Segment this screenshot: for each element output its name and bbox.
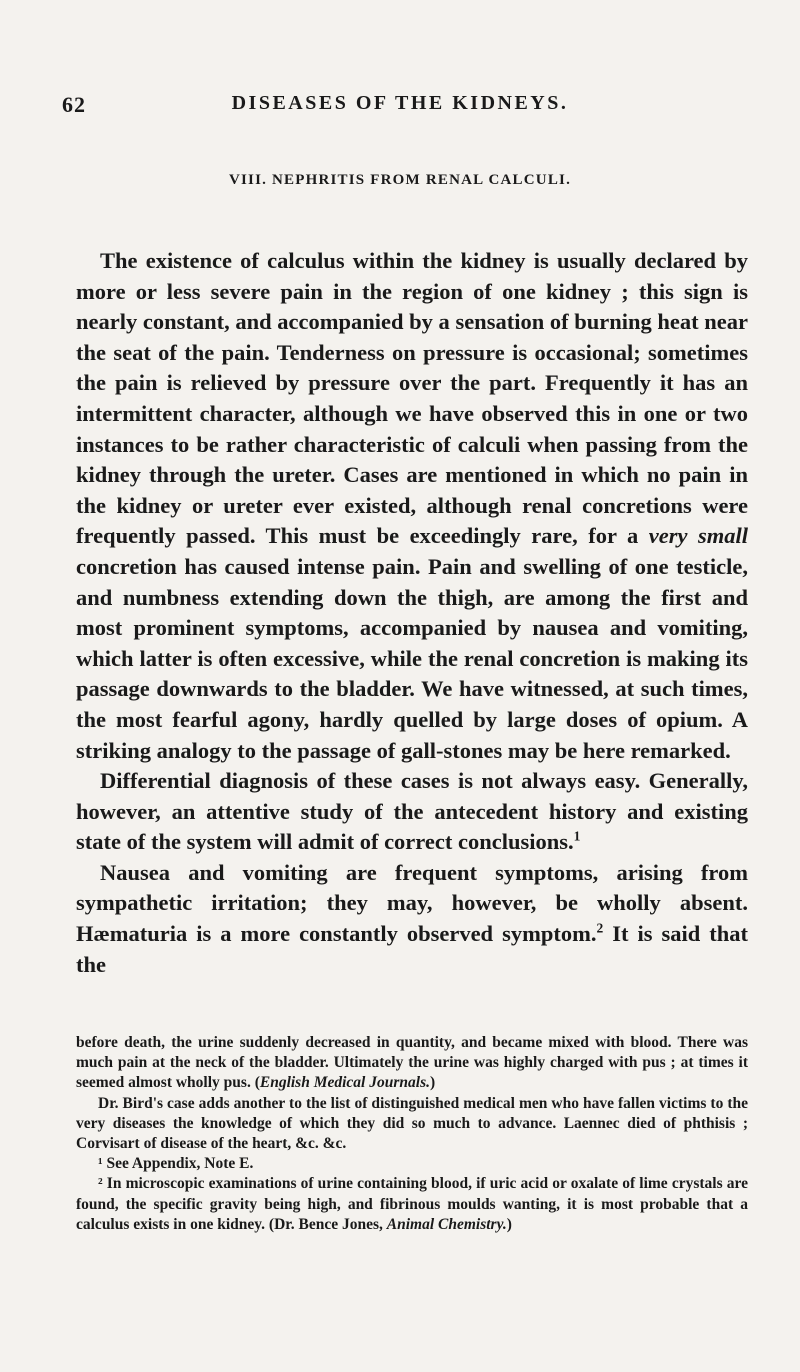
footnote-ref-2[interactable]: 2 [596,920,604,936]
footnotes [76,1033,748,1235]
body-text [76,246,748,980]
paragraph-1: The existence of calculus within the kidney is usually declared by more or less severe pain in the region of one kidney ; this sign is nearly constant, and accompanied by a sensation of burning heat near the seat of the pain. Tenderness on pressure is occasional; sometimes the pain is relieved by pressure over the part. Frequently it has an intermittent character, although we have observed this in one or two instances to be rather characteristic of calculi when passing from the kidney through the ureter. Cases are mentioned in which no pain in the kidney or ureter ever existed, although renal concretions were frequently passed. This must be exceedingly rare, for a very small concretion has caused intense pain. Pain and swelling of one testicle, and numbness extending down the thigh, are among the first and most prominent symptoms, accompanied by nausea and vomiting, which latter is often excessive, while the renal concretion is making its passage downwards to the bladder. We have witnessed, at such times, the most fearful agony, hardly quelled by large doses of opium. A striking analogy to the passage of gall-stones may be here remarked. [76,248,748,763]
paragraph-3: Nausea and vomiting are frequent symptoms, arising from sympathetic irritation; they may, however, be wholly absent. Hæmaturia is a more constantly observed symptom.$^2$ It is said that the [76,859,748,977]
running-head: DISEASES OF THE KIDNEYS. [231,92,569,114]
footnote-continuation: before death, the urine suddenly decreased in quantity, and became mixed with blood. There was much pain at the neck of the bladder. Ultimately the urine was highly charged with pus ; at times it seemed almost wholly pus. (English Medical Journals.) [76,1034,748,1092]
footnote-1: ¹ See Appendix, Note E. [98,1155,254,1173]
section-title: VIII. NEPHRITIS FROM RENAL CALCULI. [228,172,572,188]
page-header [0,92,800,122]
footnote-birds-case: Dr. Bird's case adds another to the list of distinguished medical men who have fallen victims to the very diseases the knowledge of which they did so much to advance. Laennec died of phthisis ; Corvisart of disease of the heart, &c. &c. [76,1094,748,1153]
page-number: 62 [62,92,86,117]
footnote-ref-1[interactable]: 1 [573,828,581,844]
emphasis-very-small: very small [648,523,748,549]
footnote-2: ² In microscopic examinations of urine containing blood, if uric acid or oxalate of lime crystals are found, the specific gravity being high, and fibrinous moulds wanting, it is most probable that a calculus exists in one kidney. (Dr. Bence Jones, Animal Chemistry.) [76,1175,748,1233]
paragraph-2: Differential diagnosis of these cases is not always easy. Generally, however, an attentive study of the antecedent history and existing state of the system will admit of correct conclusions.$^1$ [76,768,748,855]
